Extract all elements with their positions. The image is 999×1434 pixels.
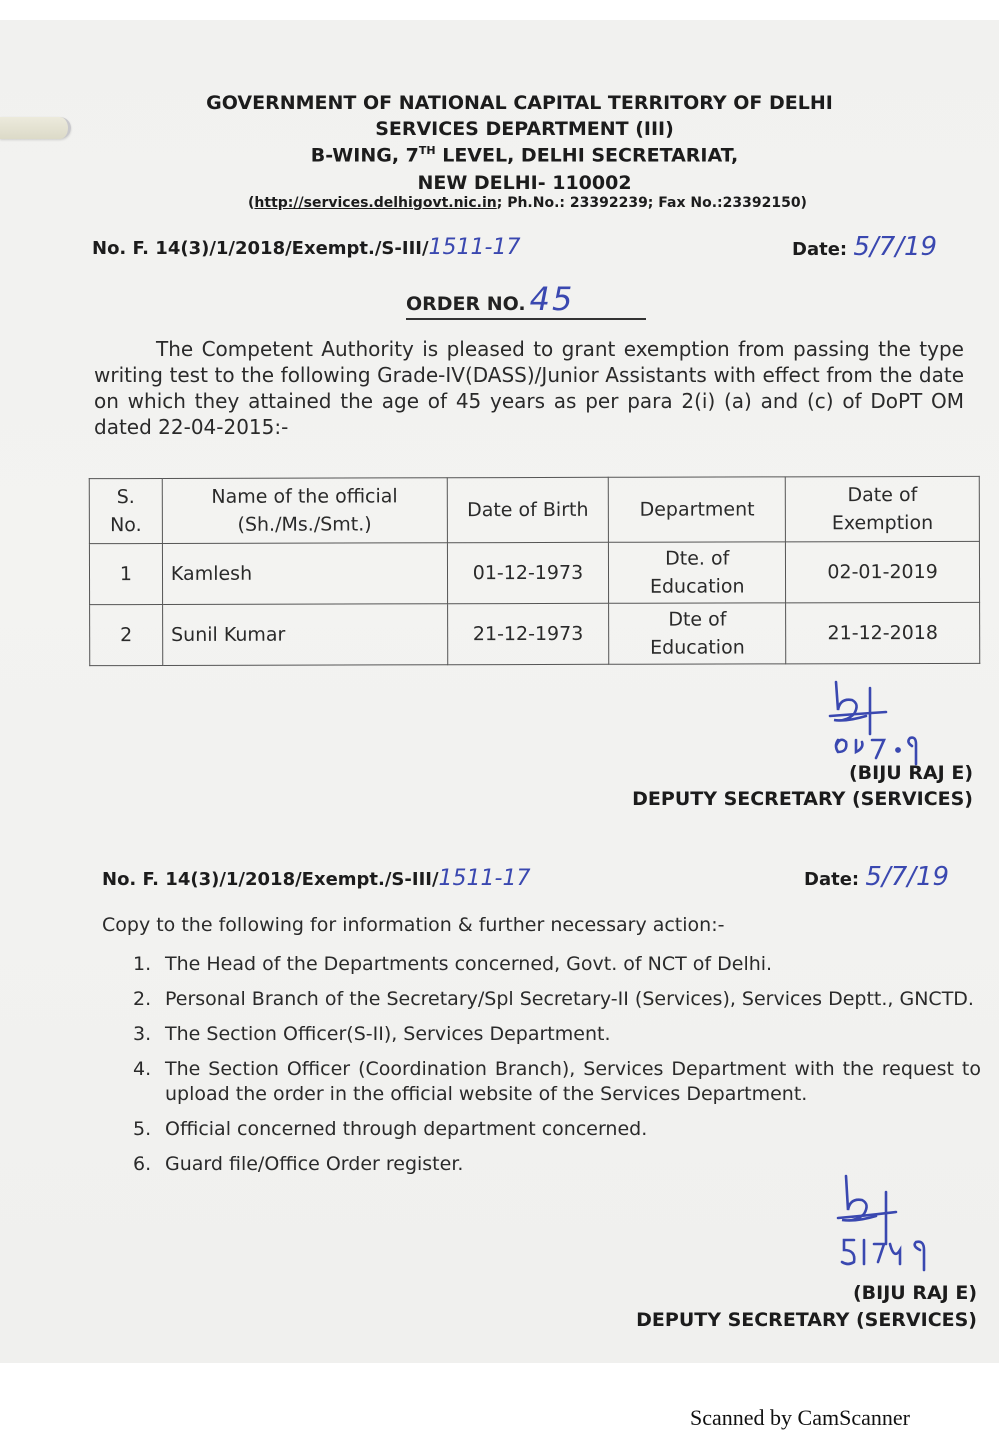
list-item: 5. Official concerned through department concerned. [133,1118,648,1140]
cell-exemption-date: 21-12-2018 [786,602,980,664]
signature-2 [832,1170,962,1280]
list-item: 6. Guard file/Office Order register. [133,1153,464,1175]
signature-scribble-icon [832,1170,962,1280]
table-row [90,602,980,665]
cell-dob: 01-12-1973 [447,542,609,603]
header-city: NEW DELHI- 110002 [417,172,632,194]
list-item: 4. The Section Officer (Coordination Branch), Services Department with the request to upload the order in the official website of the Services Department. [133,1058,981,1105]
col-header-exemption-date: Date of Exemption [785,476,979,542]
signatory-designation: DEPUTY SECRETARY (SERVICES) [636,1309,977,1331]
table-header-row [89,476,979,543]
cell-name: Kamlesh [162,543,447,605]
cell-department: Dte of Education [609,603,786,664]
copy-date: Date: 5/7/19 [804,862,950,892]
header-address-line: B-WING, 7TH LEVEL, DELHI SECRETARIAT, [310,144,739,167]
order-date: Date: 5/7/19 [792,232,938,262]
list-item: 1. The Head of the Departments concerned, Govt. of NCT of Delhi. [133,953,773,975]
order-title: ORDER NO. 45 [406,280,646,320]
exemption-table [89,476,980,666]
order-reference-number: No. F. 14(3)/1/2018/Exempt./S-III/1511-17 [92,235,521,260]
col-header-dob: Date of Birth [447,477,609,542]
order-body-paragraph: The Competent Authority is pleased to grant exemption from passing the type writing test to the following Grade-IV(DASS)/Junior Assistants with effect from the date on which they attained the age of 45 years as per para 2(i) (a) and (c) of DoPT OM dated 22-04-2015:- [94,337,964,439]
signature-1 [826,676,956,766]
cell-department: Dte. of Education [609,542,786,603]
cell-name: Sunil Kumar [162,604,447,666]
signatory-designation: DEPUTY SECRETARY (SERVICES) [632,788,973,810]
signature-scribble-icon [826,676,956,766]
col-header-department: Department [609,477,786,542]
col-header-name: Name of the official (Sh./Ms./Smt.) [162,478,447,544]
cell-sno: 2 [90,604,163,665]
handwritten-date: 5/7/19 [865,862,950,892]
handwritten-date: 5/7/19 [853,232,938,262]
scanner-watermark: Scanned by CamScanner [690,1405,910,1430]
cell-sno: 1 [89,543,162,604]
cell-exemption-date: 02-01-2019 [786,541,980,603]
copy-to-intro: Copy to the following for information & further necessary action:- [102,914,725,936]
cell-dob: 21-12-1973 [447,603,609,664]
header-department: SERVICES DEPARTMENT (III) [375,118,674,140]
handwritten-dispatch-number: 1511-17 [438,866,531,891]
signatory-name: (BIJU RAJ E) [852,1282,977,1304]
copy-to-list [133,952,981,1187]
table-row [89,541,979,604]
col-header-sno: S. No. [89,478,162,543]
signatory-name: (BIJU RAJ E) [848,762,973,784]
header-govt-name: GOVERNMENT OF NATIONAL CAPITAL TERRITORY OF DELHI [206,92,833,114]
list-item: 2. Personal Branch of the Secretary/Spl Secretary-II (Services), Services Deptt., GNCTD. [133,988,974,1010]
handwritten-dispatch-number: 1511-17 [428,235,521,260]
handwritten-order-number: 45 [529,280,575,318]
list-item: 3. The Section Officer(S-II), Services Department. [133,1023,611,1045]
copy-reference-number: No. F. 14(3)/1/2018/Exempt./S-III/1511-17 [102,866,531,891]
website-link[interactable]: http://services.delhigovt.nic.in [254,195,497,211]
header-contact: (http://services.delhigovt.nic.in; Ph.No.: 23392239; Fax No.:23392150) [248,195,807,211]
